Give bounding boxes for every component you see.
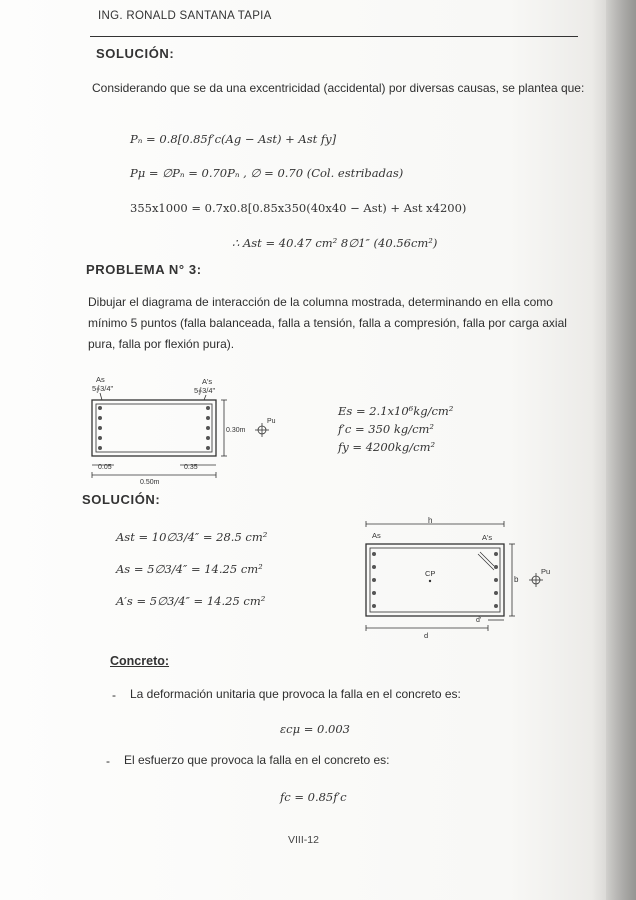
fig2-b-label: b — [514, 575, 519, 584]
fig2-section-outline — [366, 544, 504, 616]
fig1-width-dim: 0.50m — [140, 479, 160, 486]
fig2-asp-label: A's — [482, 533, 493, 542]
fig2-d-label: d — [424, 631, 429, 640]
fig2-h-label: h — [428, 516, 433, 525]
fig2-as-label: As — [372, 531, 381, 540]
problem-3-statement: Dibujar el diagrama de interacción de la columna mostrada, determinando en ella como mínimo 5 puntos (falla balanceada, falla a tensión, falla a compresión, falla por carga axial pura, falla por flexión pura). — [88, 295, 567, 351]
header-rule — [90, 36, 578, 37]
equation-pu: Pμ = ∅Pₙ = 0.70Pₙ , ∅ = 0.70 (Col. estribadas) — [130, 166, 404, 180]
fig1-asp-bars: 5∮3/4" — [194, 386, 216, 395]
fig1-right-dim: 0.35 — [184, 464, 198, 471]
fig1-bars-left — [98, 406, 102, 450]
equation-ast-result: ∴ Ast = 40.47 cm² 8∅1″ (40.56cm²) — [232, 236, 438, 250]
concrete-heading: Concreto: — [110, 654, 170, 668]
solution-intro-text: Considerando que se da una excentricidad (accidental) por diversas causas, se plantea que: — [92, 81, 585, 95]
page-edge-shadow — [606, 0, 636, 900]
solution-heading-1: SOLUCIÓN: — [96, 46, 175, 61]
page-number: VIII-12 — [288, 834, 319, 846]
header-author: ING. RONALD SANTANA TAPIA — [98, 10, 272, 22]
fig1-pu-load-icon — [255, 423, 269, 437]
problem-3-heading: PROBLEMA N° 3: — [86, 262, 202, 277]
equation-concrete-stress: fc = 0.85f′c — [280, 790, 347, 804]
fig1-as-bars: 5∮3/4" — [92, 384, 114, 393]
fig1-height-dim: 0.30m — [226, 427, 246, 434]
material-fy: fy = 4200kg/cm² — [338, 440, 436, 454]
material-fc: f′c = 350 kg/cm² — [338, 422, 435, 436]
fig1-pu-label: Pu — [267, 418, 276, 425]
fig1-left-dim: 0.05 — [98, 464, 112, 471]
material-es: Es = 2.1x10⁶kg/cm² — [338, 404, 454, 418]
fig2-bars-left — [372, 552, 376, 608]
bullet-dash-1: - — [112, 688, 116, 702]
fig1-asp-leader — [204, 395, 206, 400]
fig2-bars-right — [494, 552, 498, 608]
equation-as: As = 5∅3/4″ = 14.25 cm² — [116, 562, 263, 576]
fig1-asp-label: A's — [202, 377, 213, 386]
fig2-cp-point — [429, 580, 431, 582]
fig2-pu-label: Pu — [541, 567, 551, 576]
fig2-cp-label: CP — [425, 569, 436, 578]
fig1-bars-right — [206, 406, 210, 450]
fig1-as-leader — [100, 393, 102, 400]
column-section-figure — [84, 374, 304, 488]
concrete-bullet-1: La deformación unitaria que provoca la falla en el concreto es: — [130, 687, 461, 701]
fig2-stirrup — [370, 548, 500, 612]
concrete-bullet-2: El esfuerzo que provoca la falla en el concreto es: — [124, 753, 390, 767]
equation-pn: Pₙ = 0.8[0.85f′c(Ag − Ast) + Ast fy] — [130, 132, 337, 146]
equation-concrete-strain: εcμ = 0.003 — [280, 722, 350, 736]
bullet-dash-2: - — [106, 754, 110, 768]
equation-asp: A′s = 5∅3/4″ = 14.25 cm² — [116, 594, 266, 608]
fig1-as-label: As — [96, 375, 105, 384]
fig2-dprime-label: d' — [476, 617, 482, 624]
solution-heading-2: SOLUCIÓN: — [82, 492, 161, 507]
fig1-stirrup — [96, 404, 212, 452]
equation-ast-total: Ast = 10∅3/4″ = 28.5 cm² — [116, 530, 268, 544]
fig1-section-outline — [92, 400, 216, 456]
notation-section-figure — [356, 514, 566, 644]
equation-substitution: 355x1000 = 0.7x0.8[0.85x350(40x40 − Ast) + Ast x4200) — [130, 201, 467, 215]
